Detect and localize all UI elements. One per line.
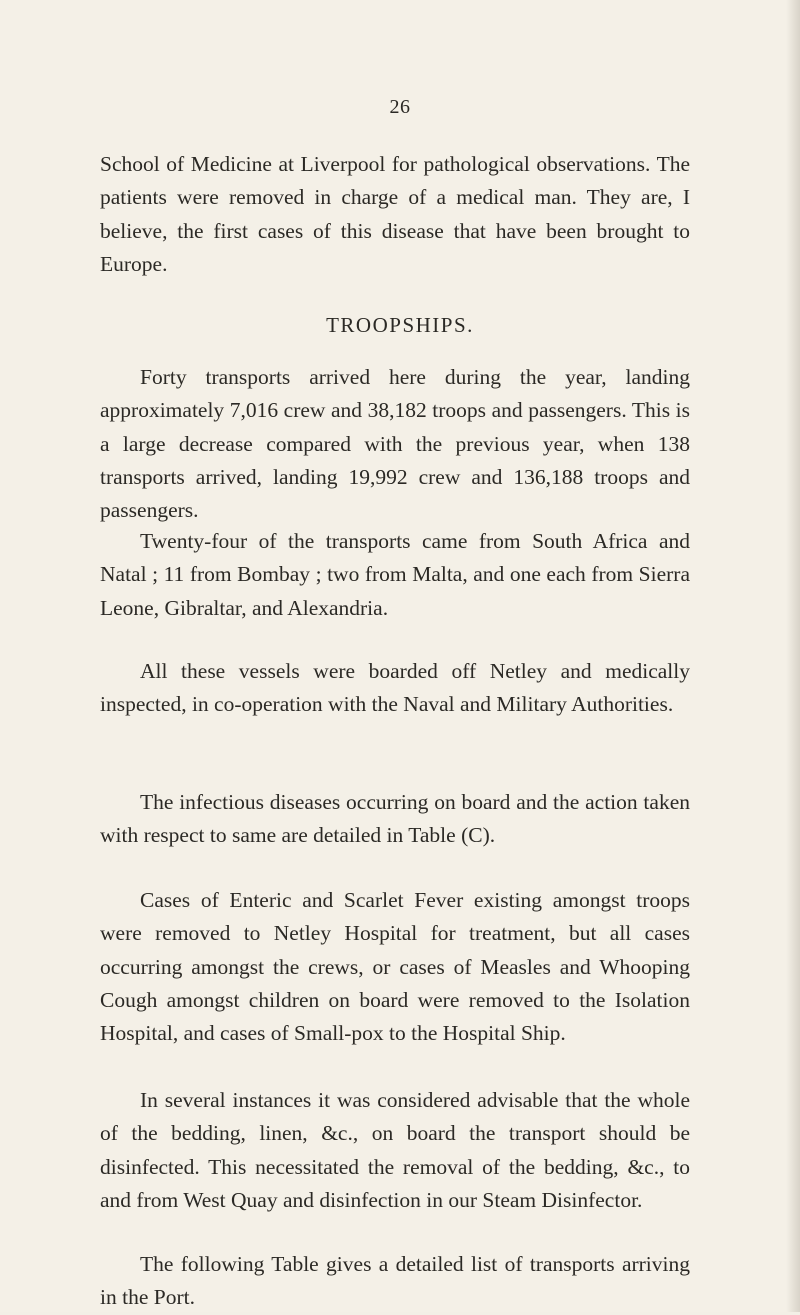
paragraph-origins: Twenty-four of the transports came from South Africa and Natal ; 11 from Bombay ; two from Malta, and one each from Sierra Leone, Gibraltar, and Alexandria. — [100, 529, 690, 620]
paragraph-disinfection: In several instances it was considered advisable that the whole of the bedding, linen, &c., on board the transport should be disinfected. This necessitated the removal of the bedding, &c., to and from West Quay and disinfection in our Steam Disinfector. — [100, 1088, 690, 1212]
page-number: 26 — [389, 96, 411, 118]
paragraph-boarding: All these vessels were boarded off Netley and medically inspected, in co-operation with the Naval and Military Authorities. — [100, 659, 690, 717]
page-edge-shadow — [786, 0, 800, 1312]
paragraph-following-table: The following Table gives a detailed list of transports arriving in the Port. — [100, 1252, 690, 1310]
paragraph-intro: School of Medicine at Liverpool for pathological observations. The patients were removed in charge of a medical man. They are, I believe, the first cases of this disease that have been brought to Europe. — [100, 152, 690, 276]
paragraph-removal-of-cases: Cases of Enteric and Scarlet Fever existing amongst troops were removed to Netley Hospital for treatment, but all cases occurring amongst the crews, or cases of Measles and Whooping Cough amongst children on board were removed to the Isolation Hospital, and cases of Small-pox to the Hospital Ship. — [100, 888, 690, 1046]
section-heading-troopships: TROOPSHIPS. — [326, 313, 474, 337]
paragraph-infectious-diseases: The infectious diseases occurring on board and the action taken with respect to same are detailed in Table (C). — [100, 790, 690, 848]
paragraph-transports-arrived: Forty transports arrived here during the year, landing approximately 7,016 crew and 38,182 troops and passengers. This is a large decrease compared with the previous year, when 138 transports arrived, landing 19,992 crew and 136,188 troops and passengers. — [100, 365, 690, 523]
